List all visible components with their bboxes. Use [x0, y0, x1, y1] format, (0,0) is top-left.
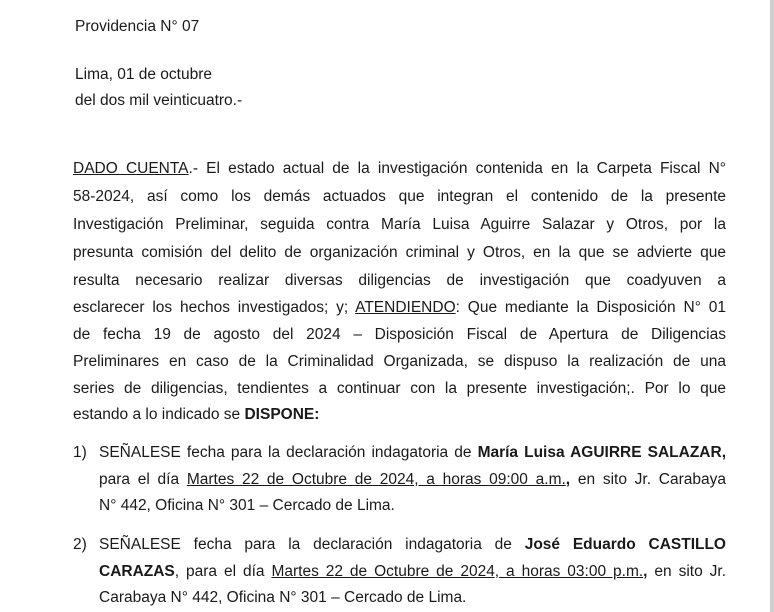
paragraph-line [73, 159, 726, 179]
item-text: fecha para la declaración indagatoria de [180, 444, 478, 461]
paragraph-line: Investigación Preliminar, seguida contra María Luisa Aguirre Salazar y Otros, por la [73, 216, 726, 233]
appointment-datetime: Martes 22 de Octubre de 2024, a horas 03:00 p.m. [271, 563, 644, 580]
item-line [99, 470, 726, 490]
item-text: fecha para la declaración indagatoria de [180, 536, 525, 553]
dispone-label: DISPONE: [244, 406, 320, 423]
paragraph-text: esclarecer los hechos investigados; y; [73, 299, 356, 316]
paragraph-line: Preliminares en caso de la Criminalidad Organizada, se dispuso la realización de una [73, 353, 726, 370]
item-text: , para el día [174, 563, 272, 580]
item-line: N° 442, Oficina N° 301 – Cercado de Lima. [99, 497, 395, 514]
document-title: Providencia N° 07 [75, 18, 200, 35]
item-line: Carabaya N° 442, Oficina N° 301 – Cercado de Lima. [99, 589, 467, 606]
paragraph-line [73, 298, 726, 318]
person-name: José Eduardo CASTILLO [524, 536, 726, 553]
item-line [99, 535, 726, 555]
item-line [99, 443, 726, 463]
paragraph-text: estando a lo indicado se [73, 406, 245, 423]
item-text: , [643, 563, 648, 580]
paragraph-line: 58-2024, así como los demás actuados que integran el contenido de la presente [73, 188, 726, 205]
item-text: , [565, 471, 571, 488]
item-text: en sito Jr. Carabaya [570, 471, 726, 488]
paragraph-line: presunta comisión del delito de organización criminal y Otros, en la que se advierte que [73, 244, 726, 261]
paragraph-text: .- El estado actual de la investigación contenida en la Carpeta Fiscal N° [188, 160, 726, 177]
paragraph-line [73, 405, 726, 425]
place-date: Lima, 01 de octubre [75, 66, 213, 83]
paragraph-line: resulta necesario realizar diversas diligencias de investigación que coadyuven a [73, 272, 726, 289]
person-name: María Luisa AGUIRRE SALAZAR, [477, 444, 726, 461]
dado-cuenta-label: DADO CUENTA [73, 160, 189, 177]
item-verb: SEÑALESE [99, 536, 181, 553]
item-verb: SEÑALESE [99, 444, 181, 461]
item-number: 1) [73, 444, 87, 461]
appointment-datetime: Martes 22 de Octubre de 2024, a horas 09:00 a.m. [186, 471, 566, 488]
item-number: 2) [73, 536, 87, 553]
year-line: del dos mil veinticuatro.- [75, 92, 243, 109]
atendiendo-label: ATENDIENDO [355, 299, 456, 316]
item-text: para el día [99, 471, 187, 488]
paragraph-line: de fecha 19 de agosto del 2024 – Disposición Fiscal de Apertura de Diligencias [73, 326, 726, 343]
item-line [99, 562, 726, 582]
paragraph-text: : Que mediante la Disposición N° 01 [455, 299, 726, 316]
paragraph-line: series de diligencias, tendientes a continuar con la presente investigación;. Por lo que [73, 380, 726, 397]
item-text: en sito Jr. [647, 563, 726, 580]
page-edge [770, 0, 774, 612]
person-name: CARAZAS [99, 563, 175, 580]
